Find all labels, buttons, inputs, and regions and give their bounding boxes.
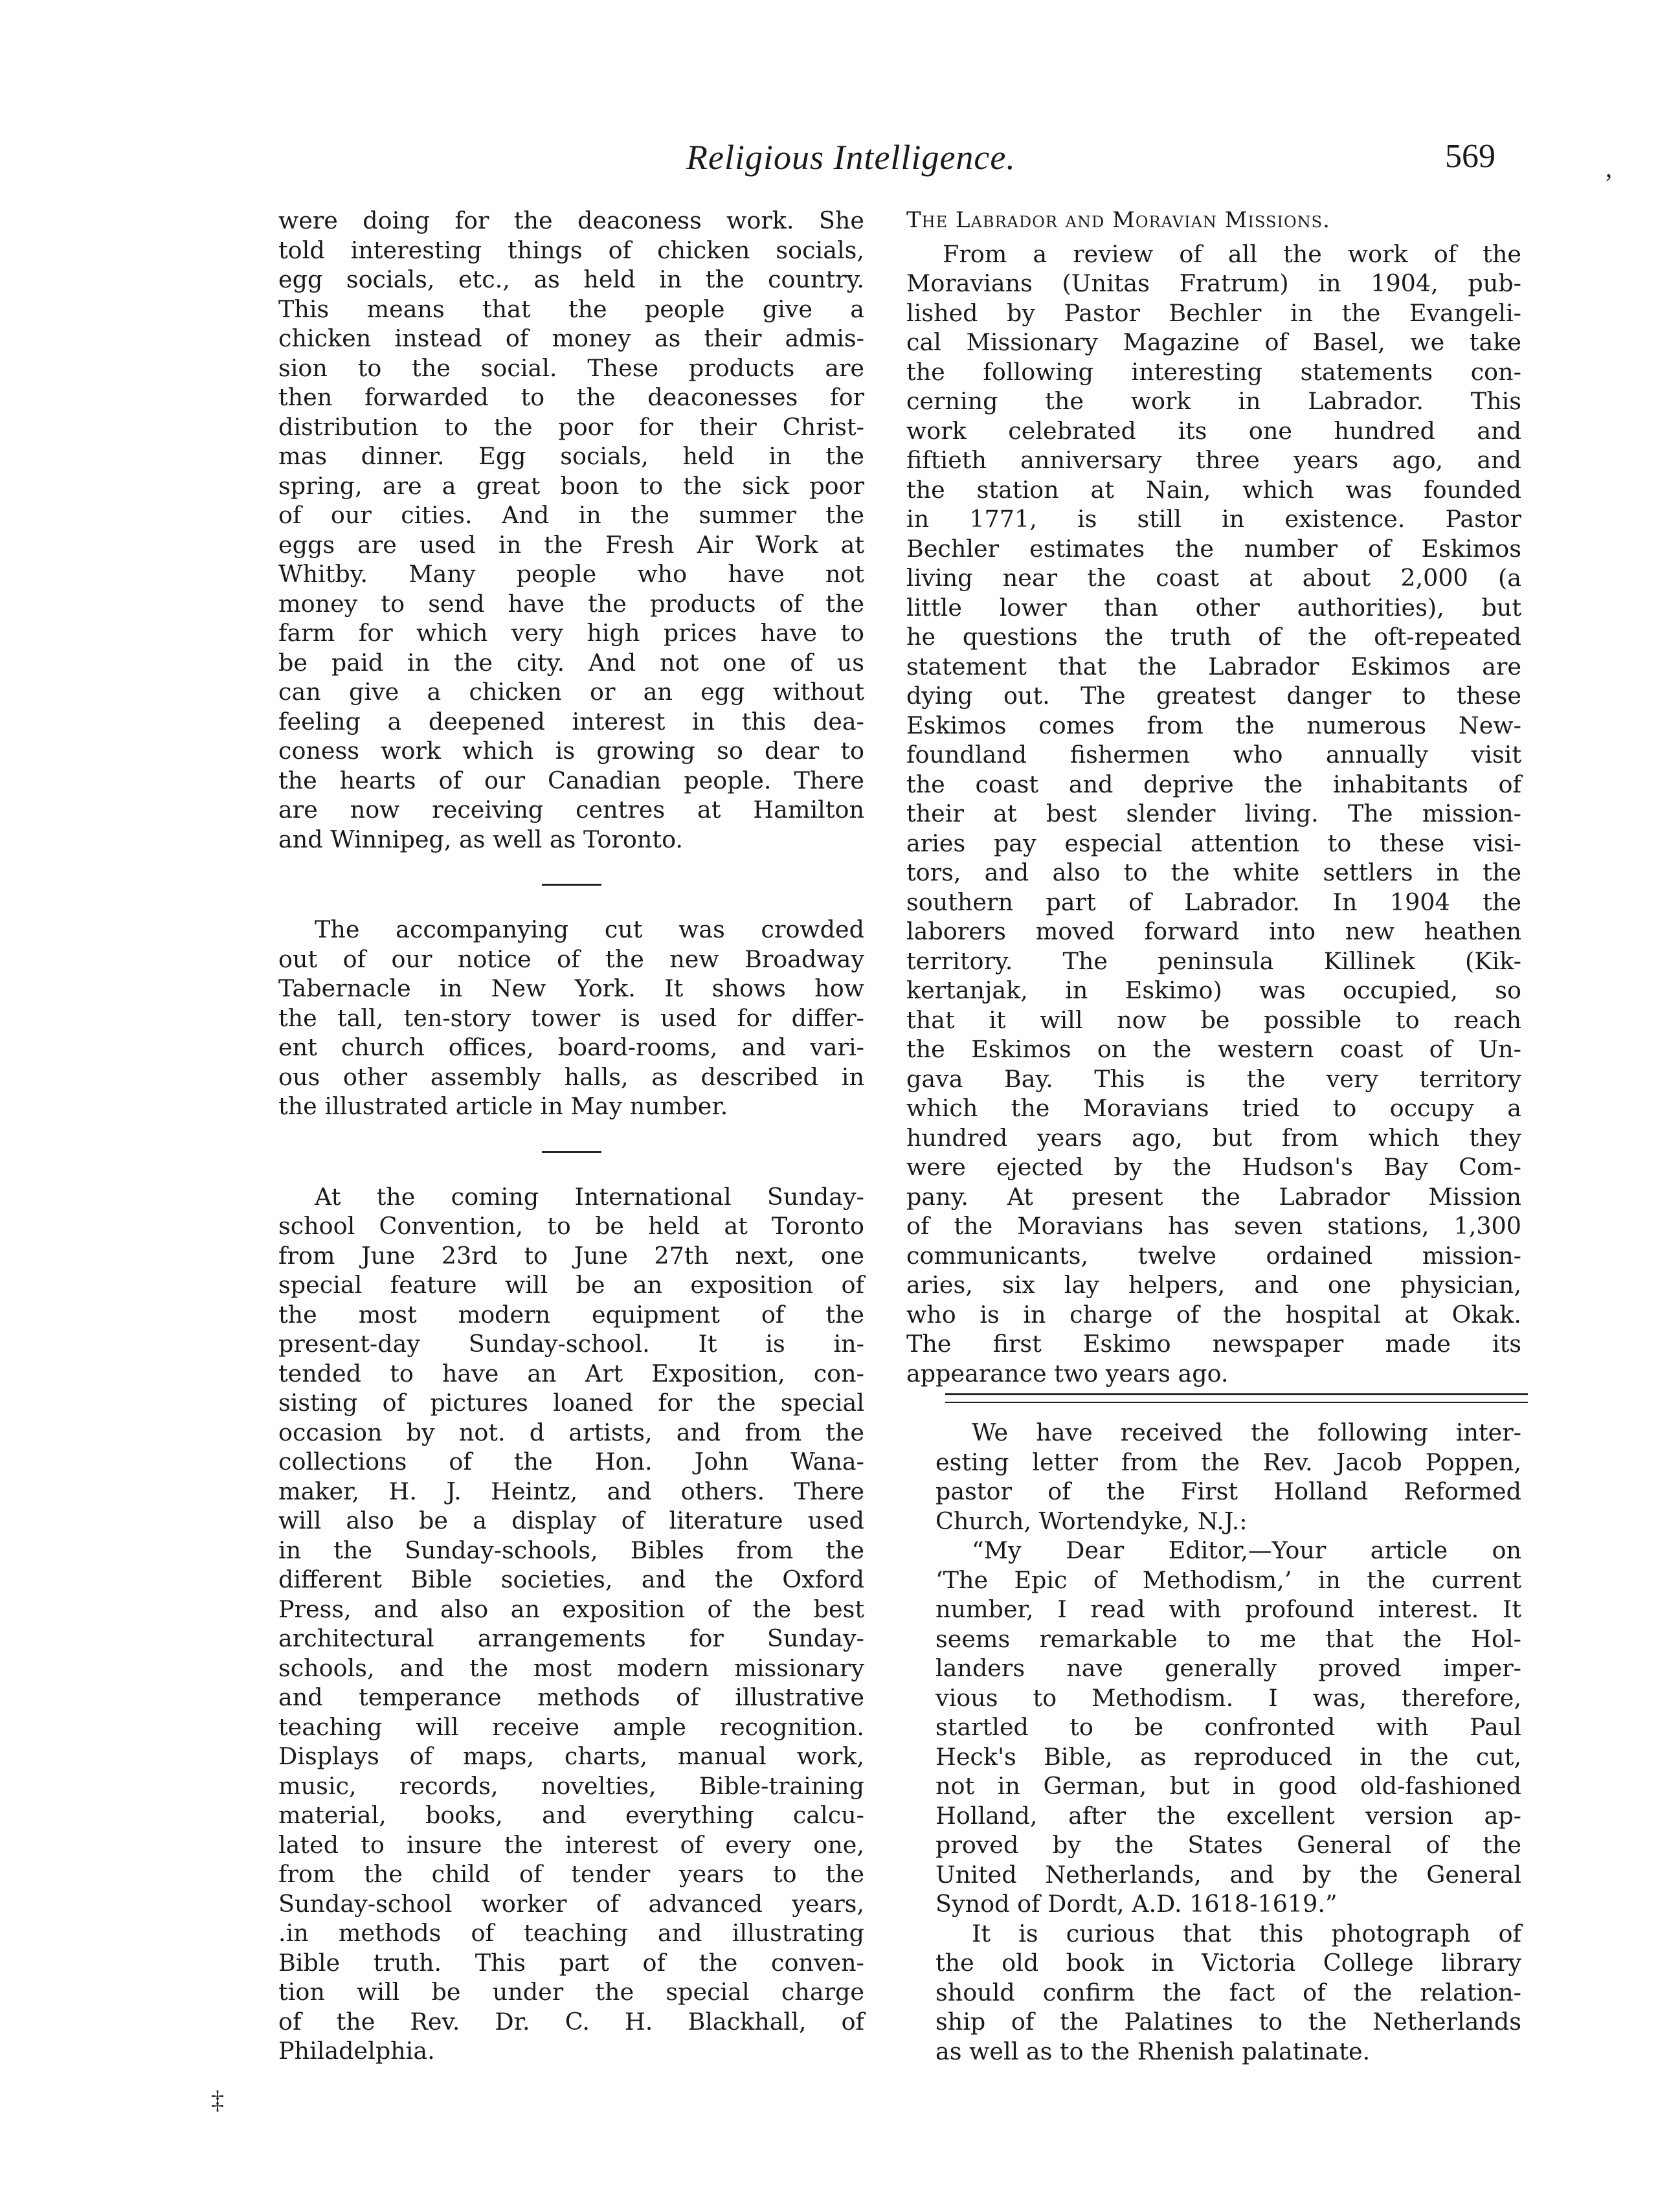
text-line: Synod of Dordt, A.D. 1618-1619.” — [935, 1890, 1338, 1918]
text-line: were ejected by the Hudson's Bay Com- — [906, 1153, 1521, 1181]
section-divider — [542, 1151, 601, 1153]
text-line: vious to Methodism. I was, therefore, — [935, 1683, 1521, 1712]
text-line: coness work which is growing so dear to — [278, 737, 864, 765]
victoria-college-paragraph — [935, 1919, 1521, 2067]
text-line: present-day Sunday-school. It is in- — [278, 1330, 864, 1358]
text-line: territory. The peninsula Killinek (Kik- — [906, 947, 1521, 975]
text-line: egg socials, etc., as held in the country. — [278, 265, 864, 293]
text-line: Bechler estimates the number of Eskimos — [906, 534, 1521, 563]
text-line: architectural arrangements for Sunday- — [278, 1624, 864, 1652]
text-line: “My Dear Editor,—Your article on — [972, 1536, 1521, 1564]
text-line: pastor of the First Holland Reformed — [935, 1477, 1521, 1505]
text-line: aries pay especial attention to these visi- — [906, 829, 1521, 857]
text-line: were doing for the deaconess work. She — [278, 207, 864, 234]
text-line: special feature will be an exposition of — [278, 1271, 864, 1299]
text-line: music, records, novelties, Bible-training — [278, 1771, 864, 1800]
text-line: be paid in the city. And not one of us — [278, 648, 864, 677]
text-line: money to send have the products of the — [278, 589, 864, 618]
text-line: are now receiving centres at Hamilton — [278, 796, 864, 824]
text-line: work celebrated its one hundred and — [906, 416, 1521, 445]
running-title: Religious Intelligence. — [686, 138, 1016, 177]
text-line: lished by Pastor Bechler in the Evangeli- — [906, 298, 1521, 327]
text-line: in the Sunday-schools, Bibles from the — [278, 1536, 864, 1564]
page-number: 569 — [1445, 138, 1495, 175]
text-line: the tall, ten-story tower is used for differ- — [278, 1004, 864, 1032]
text-line: spring, are a great boon to the sick poor — [278, 471, 864, 500]
text-line: lated to insure the interest of every one, — [278, 1830, 864, 1859]
text-line: Tabernacle in New York. It shows how — [278, 974, 864, 1002]
double-rule-divider — [945, 1393, 1528, 1403]
text-line: esting letter from the Rev. Jacob Poppen, — [935, 1448, 1521, 1476]
moravian-missions-paragraph — [906, 240, 1521, 1389]
text-line: cerning the work in Labrador. This — [906, 387, 1521, 415]
text-line: United Netherlands, and by the General — [935, 1860, 1521, 1889]
text-line: foundland fishermen who annually visit — [906, 741, 1521, 769]
text-line: from June 23rd to June 27th next, one — [278, 1241, 864, 1270]
text-line: sion to the social. These products are — [278, 354, 864, 382]
text-line: schools, and the most modern missionary — [278, 1654, 864, 1682]
text-line: landers nave generally proved imper- — [935, 1654, 1521, 1682]
text-line: We have received the following inter- — [972, 1419, 1521, 1446]
sunday-school-convention-paragraph — [278, 1182, 864, 2066]
text-line: different Bible societies, and the Oxford — [278, 1566, 864, 1593]
text-line: their at best slender living. The mission- — [906, 800, 1521, 827]
section-divider — [542, 884, 601, 886]
left-column — [278, 206, 864, 2066]
text-line: mas dinner. Egg socials, held in the — [278, 442, 864, 470]
text-line: should confirm the fact of the relation- — [935, 1978, 1521, 2006]
text-line: who is in charge of the hospital at Okak. — [906, 1300, 1521, 1329]
right-column-lower — [935, 1418, 1521, 2066]
text-line: tended to have an Art Exposition, con- — [278, 1359, 864, 1387]
text-line: seems remarkable to me that the Hol- — [935, 1624, 1521, 1653]
text-line: the Eskimos on the western coast of Un- — [906, 1035, 1521, 1063]
text-line: kertanjak, in Eskimo) was occupied, so — [906, 976, 1521, 1004]
text-line: Church, Wortendyke, N.J.: — [935, 1507, 1248, 1535]
text-line: school Convention, to be held at Toronto — [278, 1212, 864, 1240]
text-line: the coast and deprive the inhabitants of — [906, 770, 1521, 798]
stray-mark-bottom: ‡ — [211, 2085, 224, 2115]
text-line: The accompanying cut was crowded — [315, 915, 864, 943]
text-line: tion will be under the special charge — [278, 1978, 864, 2006]
text-line: the illustrated article in May number. — [278, 1092, 728, 1120]
text-line: sisting of pictures loaned for the special — [278, 1389, 864, 1417]
poppen-letter-intro — [935, 1418, 1521, 1536]
text-line: the following interesting statements con- — [906, 357, 1521, 386]
text-line: can give a chicken or an egg without — [278, 678, 864, 706]
text-line: Philadelphia. — [278, 2037, 435, 2065]
text-line: Heck's Bible, as reproduced in the cut, — [935, 1742, 1521, 1771]
text-line: the station at Nain, which was founded — [906, 475, 1521, 504]
text-line: At the coming International Sunday- — [315, 1182, 864, 1211]
text-line: out of our notice of the new Broadway — [278, 945, 864, 973]
text-line: as well as to the Rhenish palatinate. — [935, 2037, 1371, 2065]
text-line: occasion by not. d artists, and from the — [278, 1418, 864, 1446]
text-line: ship of the Palatines to the Netherlands — [935, 2008, 1521, 2036]
text-line: aries, six lay helpers, and one physician, — [906, 1271, 1521, 1299]
text-line: the most modern equipment of the — [278, 1300, 864, 1329]
text-line: Bible truth. This part of the conven- — [278, 1948, 864, 1977]
text-line: and Winnipeg, as well as Toronto. — [278, 825, 684, 853]
text-line: southern part of Labrador. In 1904 the — [906, 888, 1521, 916]
text-line: appearance two years ago. — [906, 1359, 1229, 1387]
section-heading — [906, 206, 1521, 236]
text-line: Eskimos comes from the numerous New- — [906, 711, 1521, 739]
text-line: collections of the Hon. John Wana- — [278, 1448, 864, 1476]
text-line: communicants, twelve ordained mission- — [906, 1241, 1521, 1270]
stray-mark-top: , — [1606, 153, 1612, 183]
text-line: Sunday-school worker of advanced years, — [278, 1889, 864, 1918]
text-line: the hearts of our Canadian people. There — [278, 766, 864, 794]
text-line: It is curious that this photograph of — [972, 1919, 1521, 1947]
text-line: laborers moved forward into new heathen — [906, 917, 1521, 945]
text-line: from the child of tender years to the — [278, 1860, 864, 1888]
text-line: startled to be confronted with Paul — [935, 1713, 1521, 1741]
text-line: living near the coast at about 2,000 (a — [906, 564, 1521, 592]
text-line: fiftieth anniversary three years ago, and — [906, 446, 1521, 474]
text-line: the old book in Victoria College library — [935, 1949, 1521, 1977]
text-line: Displays of maps, charts, manual work, — [278, 1742, 864, 1770]
text-line: From a review of all the work of the — [943, 240, 1521, 268]
text-line: not in German, but in good old-fashioned — [935, 1772, 1521, 1800]
text-line: Holland, after the excellent version ap- — [935, 1801, 1521, 1830]
text-line: in 1771, is still in existence. Pastor — [906, 505, 1521, 533]
text-line: statement that the Labrador Eskimos are — [906, 652, 1521, 680]
text-line: distribution to the poor for their Christ- — [278, 412, 864, 441]
text-line: gava Bay. This is the very territory — [906, 1064, 1521, 1093]
text-line: feeling a deepened interest in this dea- — [278, 707, 864, 735]
text-line: Press, and also an exposition of the best — [278, 1595, 864, 1623]
text-line: little lower than other authorities), but — [906, 593, 1521, 622]
text-line: .in methods of teaching and illustrating — [278, 1919, 864, 1947]
text-line: of the Moravians has seven stations, 1,300 — [906, 1212, 1521, 1240]
text-line: This means that the people give a — [278, 295, 864, 323]
text-line: farm for which very high prices have to — [278, 619, 864, 647]
text-line: ‘The Epic of Methodism,’ in the current — [935, 1566, 1521, 1594]
text-line: chicken instead of money as their admis- — [278, 324, 864, 352]
text-line: teaching will receive ample recognition. — [278, 1712, 864, 1741]
text-line: ent church offices, board-rooms, and vari- — [278, 1033, 864, 1061]
text-line: maker, H. J. Heintz, and others. There — [278, 1477, 864, 1505]
text-line: Whitby. Many people who have not — [278, 560, 864, 588]
broadway-tabernacle-paragraph — [278, 915, 864, 1121]
text-line: ous other assembly halls, as described in — [278, 1062, 864, 1091]
section-heading-text: The Labrador and Moravian Missions. — [906, 207, 1330, 233]
text-line: of the Rev. Dr. C. H. Blackhall, of — [278, 2007, 864, 2036]
text-line: which the Moravians tried to occupy a — [906, 1094, 1521, 1122]
text-line: will also be a display of literature used — [278, 1507, 864, 1534]
text-line: pany. At present the Labrador Mission — [906, 1182, 1521, 1211]
text-line: number, I read with profound interest. It — [935, 1595, 1521, 1623]
text-line: tors, and also to the white settlers in the — [906, 859, 1521, 886]
text-line: and temperance methods of illustrative — [278, 1683, 864, 1711]
text-line: that it will now be possible to reach — [906, 1005, 1521, 1034]
right-column — [906, 206, 1521, 1388]
text-line: cal Missionary Magazine of Basel, we take — [906, 328, 1521, 356]
page-header — [0, 137, 1680, 189]
text-line: he questions the truth of the oft-repeated — [906, 623, 1521, 651]
text-line: of our cities. And in the summer the — [278, 501, 864, 529]
text-line: eggs are used in the Fresh Air Work at — [278, 530, 864, 559]
poppen-letter-quote — [935, 1536, 1521, 1919]
text-line: material, books, and everything calcu- — [278, 1801, 864, 1829]
text-line: The first Eskimo newspaper made its — [906, 1330, 1521, 1358]
text-line: Moravians (Unitas Fratrum) in 1904, pub- — [906, 269, 1521, 297]
text-line: dying out. The greatest danger to these — [906, 682, 1521, 710]
text-line: hundred years ago, but from which they — [906, 1123, 1521, 1152]
deaconess-paragraph — [278, 206, 864, 854]
text-line: proved by the States General of the — [935, 1831, 1521, 1859]
text-line: told interesting things of chicken socials, — [278, 236, 864, 264]
text-line: then forwarded to the deaconesses for — [278, 383, 864, 411]
